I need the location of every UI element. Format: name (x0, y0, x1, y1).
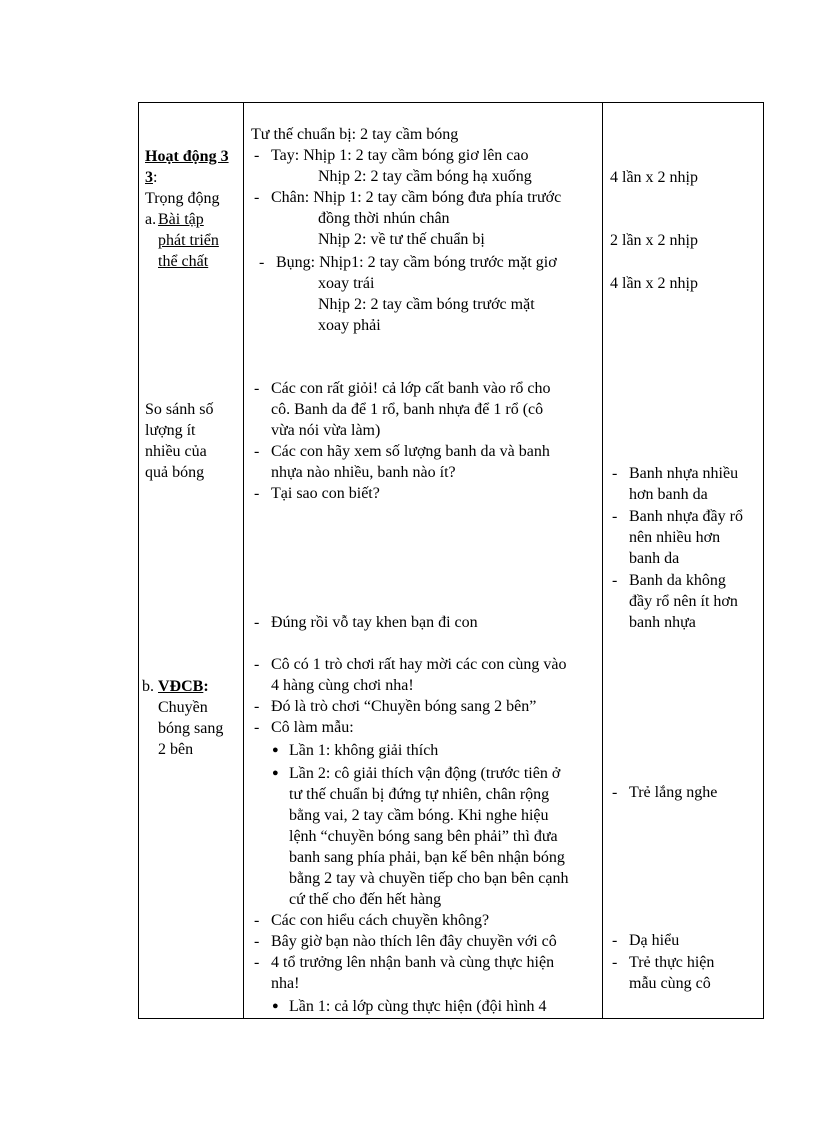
child-response-understand: - Dạ hiểu (629, 930, 679, 951)
child-answer-2c: banh da (629, 550, 680, 567)
child-answer-2: - Banh nhựa đầy rổ (629, 506, 743, 527)
content-line-28: bằng 2 tay và chuyền tiếp cho bạn bên cạnh (289, 870, 569, 887)
section-a-prefix: a. (145, 211, 157, 228)
child-response-perform-b: mẫu cùng cô (629, 975, 711, 992)
content-line-10: xoay phải (318, 317, 381, 334)
compare-label-3: nhiều của (145, 443, 207, 460)
child-answer-3b: đầy rổ nên ít hơn (629, 593, 738, 610)
content-line-14: - Các con hãy xem số lượng banh da và banh (271, 441, 550, 462)
column-divider-1 (243, 103, 244, 1018)
child-answer-3c: banh nhựa (629, 614, 696, 631)
section-b-line-3: 2 bên (158, 741, 194, 758)
content-line-15: nhựa nào nhiều, banh nào ít? (271, 464, 456, 481)
activity-3-title: Hoạt động 3 (145, 148, 229, 165)
content-line-07: - Bụng: Nhịp1: 2 tay cầm bóng trước mặt giơ (276, 252, 557, 273)
activity-3-subtitle: Trọng động (145, 190, 220, 207)
column-divider-2 (602, 103, 603, 1018)
child-response-perform: - Trẻ thực hiện (629, 952, 714, 973)
content-line-22: ● Lần 1: không giải thích (289, 740, 438, 761)
content-line-25: bằng vai, 2 tay cầm bóng. Khi nghe hiệu (289, 807, 549, 824)
compare-label-2: lượng ít (145, 422, 196, 439)
child-answer-2b: nên nhiều hơn (629, 529, 721, 546)
reps-line-3: 4 lần x 2 nhịp (610, 275, 698, 292)
content-line-21: - Cô làm mẫu: (271, 717, 354, 738)
child-response-listen: - Trẻ lắng nghe (629, 782, 717, 803)
section-b-heading: b. VĐCB: (142, 678, 209, 695)
content-line-30: - Các con hiểu cách chuyền không? (271, 910, 489, 931)
section-b-line-2: bóng sang (158, 720, 224, 737)
child-answer-3: - Banh da không (629, 570, 726, 591)
content-line-03: Nhịp 2: 2 tay cầm bóng hạ xuống (318, 168, 532, 185)
content-line-02: - Tay: Nhịp 1: 2 tay cầm bóng giơ lên cao (271, 145, 529, 166)
content-line-16: - Tại sao con biết? (271, 483, 380, 504)
content-line-24: tư thế chuẩn bị đứng tự nhiên, chân rộng (289, 786, 550, 803)
activity-3-colon: 3: (145, 169, 158, 186)
reps-line-2: 2 lần x 2 nhịp (610, 232, 698, 249)
section-a-line-2: phát triển (158, 232, 219, 249)
section-a-line-1: Bài tập (158, 211, 204, 228)
content-line-20: - Đó là trò chơi “Chuyền bóng sang 2 bên” (271, 696, 536, 717)
content-line-09: Nhịp 2: 2 tay cầm bóng trước mặt (318, 296, 535, 313)
content-line-08: xoay trái (318, 275, 375, 292)
compare-label-1: So sánh số (145, 401, 214, 418)
section-b-line-1: Chuyền (158, 699, 208, 716)
content-line-05: đồng thời nhún chân (318, 210, 450, 227)
content-line-31: - Bây giờ bạn nào thích lên đây chuyền với cô (271, 931, 557, 952)
content-line-29: cứ thế cho đến hết hàng (289, 891, 442, 908)
content-line-13: vừa nói vừa làm) (271, 422, 381, 439)
child-answer-1: - Banh nhựa nhiều (629, 463, 738, 484)
content-line-06: Nhịp 2: về tư thế chuẩn bị (318, 231, 485, 248)
content-line-26: lệnh “chuyền bóng sang bên phải” thì đưa (289, 828, 558, 845)
content-line-19: 4 hàng cùng chơi nha! (271, 677, 414, 694)
content-line-17: - Đúng rồi vỗ tay khen bạn đi con (271, 612, 478, 633)
content-line-12: cô. Banh da để 1 rổ, banh nhựa để 1 rổ (cô (271, 401, 544, 418)
content-line-32: - 4 tổ trưởng lên nhận banh và cùng thực hiện (271, 952, 554, 973)
content-line-04: - Chân: Nhịp 1: 2 tay cầm bóng đưa phía trước (271, 187, 561, 208)
content-line-01: Tư thế chuẩn bị: 2 tay cầm bóng (251, 126, 459, 143)
content-line-27: banh sang phía phải, bạn kế bên nhận bóng (289, 849, 565, 866)
compare-label-4: quả bóng (145, 464, 205, 481)
reps-line-1: 4 lần x 2 nhịp (610, 169, 698, 186)
child-answer-1b: hơn banh da (629, 486, 708, 503)
content-line-23: ● Lần 2: cô giải thích vận động (trước tiên ở (289, 763, 560, 784)
content-line-34: ● Lần 1: cả lớp cùng thực hiện (đội hình 4 (289, 996, 547, 1017)
content-line-18: - Cô có 1 trò chơi rất hay mời các con cùng vào (271, 654, 567, 675)
content-line-11: - Các con rất giỏi! cả lớp cất banh vào rổ cho (271, 378, 550, 399)
content-line-33: nha! (271, 975, 300, 992)
section-a-line-3: thể chất (158, 253, 209, 270)
